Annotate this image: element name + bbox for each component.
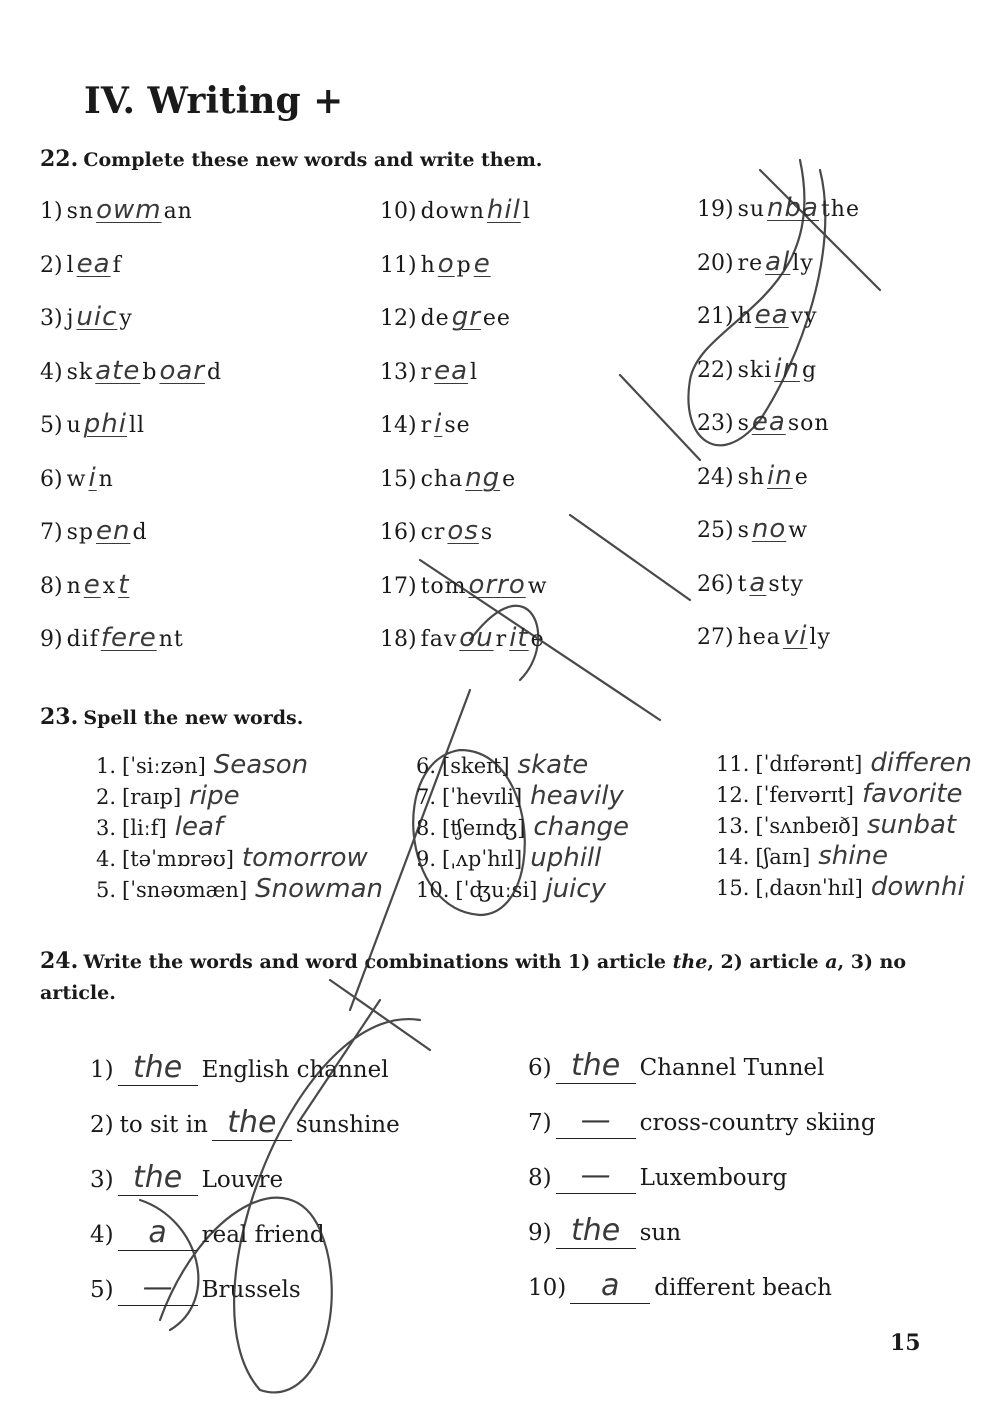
item-number: 6.: [416, 754, 437, 778]
item-number: 18): [380, 627, 417, 652]
handwritten-answer: favorite: [861, 779, 963, 809]
handwritten-article: the: [227, 1105, 277, 1140]
item-number: 4.: [96, 847, 117, 871]
item-number: 13): [380, 359, 417, 385]
handwritten-letters: a: [749, 567, 767, 598]
handwritten-answer: skate: [517, 750, 589, 780]
handwritten-answer: heavily: [530, 781, 624, 811]
handwritten-letters: t: [118, 569, 130, 600]
item-number: 1.: [96, 754, 117, 778]
handwritten-letters: owm: [96, 195, 162, 225]
item-number: 8): [528, 1165, 552, 1191]
word-prefix: ski: [737, 357, 773, 383]
handwritten-letters: in: [767, 460, 793, 491]
item-phrase: sunshine: [295, 1112, 400, 1138]
item-phrase: sun: [639, 1220, 682, 1246]
exercise-instructions: Write the words and word combinations with 1) article the, 2) article a, 3) no article.: [40, 951, 907, 1004]
section-title: IV. Writing +: [84, 80, 344, 122]
handwritten-letters: i: [434, 409, 443, 439]
item-number: 16): [380, 520, 417, 545]
word-middle: b: [142, 359, 158, 385]
handwritten-letters: uic: [76, 302, 118, 332]
item-number: 27): [697, 625, 734, 650]
handwritten-letters: o: [437, 248, 455, 279]
handwritten-article: the: [132, 1050, 183, 1085]
handwritten-letters: vi: [782, 621, 808, 651]
handwritten-answer: uphill: [530, 843, 602, 873]
word-suffix: l: [522, 199, 531, 224]
handwritten-article: —: [580, 1103, 611, 1138]
handwritten-letters: orro: [468, 569, 526, 600]
exercise-number: 22.: [40, 146, 79, 172]
phonetic-transcription: [ˈsnəʊmæn]: [122, 878, 248, 902]
scribble-ellipse: [413, 750, 525, 915]
phonetic-transcription: [ˈʤuːsi]: [455, 878, 538, 902]
exercise-number: 23.: [40, 704, 79, 730]
word-prefix: u: [66, 413, 82, 438]
item-number: 11.: [716, 752, 750, 776]
item-number: 2.: [96, 785, 117, 809]
scribble-line: [350, 690, 470, 1010]
word-prefix: de: [420, 306, 450, 331]
word-prefix: n: [66, 573, 82, 599]
scribble-line: [300, 1000, 380, 1120]
word-suffix: son: [787, 411, 830, 436]
item-number: 10.: [416, 878, 450, 902]
handwritten-article: the: [570, 1213, 621, 1248]
item-number: 14): [380, 413, 417, 438]
scribble-line: [570, 515, 690, 600]
handwritten-answer: juicy: [545, 874, 606, 904]
handwritten-answer: shine: [818, 841, 888, 871]
item-number: 6): [40, 466, 63, 492]
item-number: 7): [40, 520, 63, 545]
word-suffix: ll: [128, 413, 146, 438]
handwritten-answer: tomorrow: [241, 843, 368, 873]
item-number: 9): [528, 1220, 552, 1246]
scribble-line: [688, 160, 825, 445]
handwritten-letters: i: [88, 462, 97, 493]
word-prefix: sp: [66, 520, 94, 545]
word-suffix: e: [502, 466, 517, 492]
handwritten-article: —: [142, 1270, 173, 1305]
handwritten-letters: oar: [159, 355, 205, 386]
word-prefix: w: [66, 466, 87, 492]
word-suffix: se: [444, 413, 471, 438]
handwritten-letters: nba: [767, 193, 819, 223]
word-middle: x: [102, 573, 117, 599]
phonetic-transcription: [ˈfeɪvərɪt]: [755, 783, 854, 807]
word-suffix: y: [119, 306, 133, 331]
handwritten-letters: fere: [100, 623, 157, 653]
item-number: 14.: [716, 845, 750, 869]
handwritten-article: a: [148, 1215, 167, 1250]
item-number: 15.: [716, 876, 750, 900]
phonetic-transcription: [ˈdɪfərənt]: [755, 752, 863, 776]
scribble-line: [330, 980, 430, 1050]
word-prefix: s: [737, 518, 750, 543]
word-suffix: s: [480, 520, 494, 545]
handwritten-letters: ea: [76, 248, 111, 279]
item-number: 5): [90, 1277, 114, 1303]
phonetic-transcription: [liːf]: [122, 816, 167, 840]
word-suffix: ly: [792, 250, 814, 276]
item-number: 17): [380, 573, 417, 599]
item-phrase: Channel Tunnel: [639, 1055, 825, 1081]
handwritten-letters: ea: [754, 300, 789, 330]
item-number: 5): [40, 413, 63, 438]
word-prefix: sk: [66, 359, 94, 385]
word-suffix: ly: [809, 625, 831, 650]
item-number: 19): [697, 197, 734, 222]
handwritten-letters: en: [95, 516, 131, 546]
handwritten-letters: no: [751, 514, 787, 544]
word-suffix: e: [794, 464, 809, 490]
item-number: 7): [528, 1110, 552, 1136]
phonetic-transcription: [ˈhevɪli]: [442, 785, 523, 809]
word-prefix: r: [420, 413, 433, 438]
phonetic-transcription: [ˌʌpˈhɪl]: [442, 847, 523, 871]
handwritten-letters: it: [509, 623, 529, 653]
phonetic-transcription: [ˌdaʊnˈhɪl]: [755, 876, 863, 900]
handwritten-answer: differen: [870, 748, 973, 778]
item-number: 8.: [416, 816, 437, 840]
item-phrase: real friend: [201, 1222, 325, 1248]
word-suffix: ee: [482, 306, 511, 331]
word-prefix: sh: [737, 464, 766, 490]
handwritten-answer: sunbat: [866, 810, 957, 840]
item-number: 26): [697, 571, 734, 597]
handwritten-letters: e: [83, 569, 101, 600]
handwritten-letters: os: [447, 516, 479, 546]
handwritten-answer: downhi: [870, 872, 965, 902]
word-prefix: r: [420, 359, 433, 385]
handwritten-letters: ng: [465, 462, 501, 493]
exercise-instructions: Complete these new words and write them.: [83, 149, 543, 171]
phonetic-transcription: [ʧeɪnʤ]: [442, 816, 526, 840]
item-number: 2): [90, 1112, 114, 1138]
phonetic-transcription: [ʃaɪn]: [755, 845, 811, 869]
word-suffix: g: [801, 357, 818, 383]
word-suffix: sty: [768, 571, 804, 597]
handwritten-letters: hil: [486, 195, 521, 225]
word-prefix: j: [66, 306, 75, 331]
item-number: 23): [697, 411, 734, 436]
word-prefix: dif: [66, 627, 99, 652]
item-phrase: Louvre: [201, 1167, 284, 1193]
item-number: 8): [40, 573, 63, 599]
handwritten-letters: phi: [83, 409, 127, 439]
handwritten-letters: ea: [751, 407, 786, 437]
exercise-instructions: Spell the new words.: [83, 707, 304, 729]
word-prefix: down: [420, 199, 485, 224]
word-middle: r: [495, 627, 508, 652]
exercise-number: 24.: [40, 948, 79, 974]
item-number: 25): [697, 518, 734, 543]
word-prefix: h: [420, 252, 436, 278]
item-number: 11): [380, 252, 417, 278]
item-prefix: to sit in: [119, 1112, 208, 1138]
item-phrase: Luxembourg: [639, 1165, 788, 1191]
word-prefix: l: [66, 252, 75, 278]
item-number: 12): [380, 306, 417, 331]
handwritten-letters: gr: [451, 302, 481, 332]
item-number: 10): [380, 199, 417, 224]
item-phrase: English channel: [201, 1057, 389, 1083]
word-prefix: tom: [420, 573, 467, 599]
item-number: 6): [528, 1055, 552, 1081]
handwritten-letters: al: [765, 246, 791, 277]
item-number: 22): [697, 357, 734, 383]
item-number: 4): [40, 359, 63, 385]
item-number: 1): [90, 1057, 114, 1083]
phonetic-transcription: [raɪp]: [122, 785, 182, 809]
item-phrase: Brussels: [201, 1277, 301, 1303]
word-suffix: d: [206, 359, 223, 385]
handwritten-answer: change: [533, 812, 630, 842]
phonetic-transcription: [ˈsʌnbeɪð]: [755, 814, 859, 838]
scribble-loop: [160, 1019, 420, 1392]
item-number: 4): [90, 1222, 114, 1248]
word-suffix: nt: [158, 627, 184, 652]
handwritten-letters: ate: [95, 355, 141, 386]
item-number: 21): [697, 304, 734, 329]
word-suffix: the: [820, 197, 860, 222]
handwritten-letters: in: [774, 353, 800, 384]
item-number: 13.: [716, 814, 750, 838]
word-prefix: su: [737, 197, 766, 222]
handwritten-answer: ripe: [189, 781, 240, 811]
word-prefix: cha: [420, 466, 464, 492]
handwritten-answer: leaf: [174, 812, 224, 842]
word-prefix: re: [737, 250, 764, 276]
word-suffix: n: [98, 466, 114, 492]
item-number: 9.: [416, 847, 437, 871]
item-number: 9): [40, 627, 63, 652]
handwritten-answer: Season: [213, 750, 309, 780]
handwritten-article: a: [601, 1268, 620, 1303]
item-number: 2): [40, 252, 63, 278]
phonetic-transcription: [ˈsiːzən]: [122, 754, 206, 778]
item-number: 3): [40, 306, 63, 331]
word-middle: p: [456, 252, 472, 278]
item-phrase: different beach: [654, 1275, 832, 1301]
word-prefix: sn: [66, 199, 95, 224]
item-number: 3): [90, 1167, 114, 1193]
word-suffix: e: [530, 627, 545, 652]
phonetic-transcription: [skeɪt]: [442, 754, 510, 778]
word-suffix: w: [527, 573, 548, 599]
word-suffix: w: [788, 518, 809, 543]
page-number: 15: [890, 1330, 921, 1356]
item-number: 12.: [716, 783, 750, 807]
phonetic-transcription: [təˈmɒrəʊ]: [122, 847, 234, 871]
item-number: 7.: [416, 785, 437, 809]
handwritten-letters: ea: [434, 355, 469, 386]
handwritten-answer: Snowman: [255, 874, 384, 904]
handwritten-letters: ou: [459, 623, 494, 653]
handwritten-article: the: [132, 1160, 183, 1195]
item-phrase: cross-country skiing: [639, 1110, 876, 1136]
item-number: 20): [697, 250, 734, 276]
word-suffix: d: [132, 520, 148, 545]
word-prefix: h: [737, 304, 753, 329]
word-suffix: an: [163, 199, 193, 224]
item-number: 15): [380, 466, 417, 492]
word-prefix: t: [737, 571, 748, 597]
word-prefix: hea: [737, 625, 781, 650]
word-suffix: vy: [790, 304, 818, 329]
item-number: 24): [697, 464, 734, 490]
item-number: 5.: [96, 878, 117, 902]
word-prefix: fav: [420, 627, 458, 652]
handwritten-article: the: [570, 1048, 621, 1083]
word-prefix: s: [737, 411, 750, 436]
item-number: 3.: [96, 816, 117, 840]
word-prefix: cr: [420, 520, 446, 545]
word-suffix: l: [470, 359, 479, 385]
handwritten-letters: e: [473, 248, 491, 279]
scribble-line: [140, 1200, 198, 1330]
scribble-line: [420, 560, 660, 720]
handwritten-article: —: [580, 1158, 611, 1193]
item-number: 1): [40, 199, 63, 224]
word-suffix: f: [112, 252, 122, 278]
item-number: 10): [528, 1275, 567, 1301]
